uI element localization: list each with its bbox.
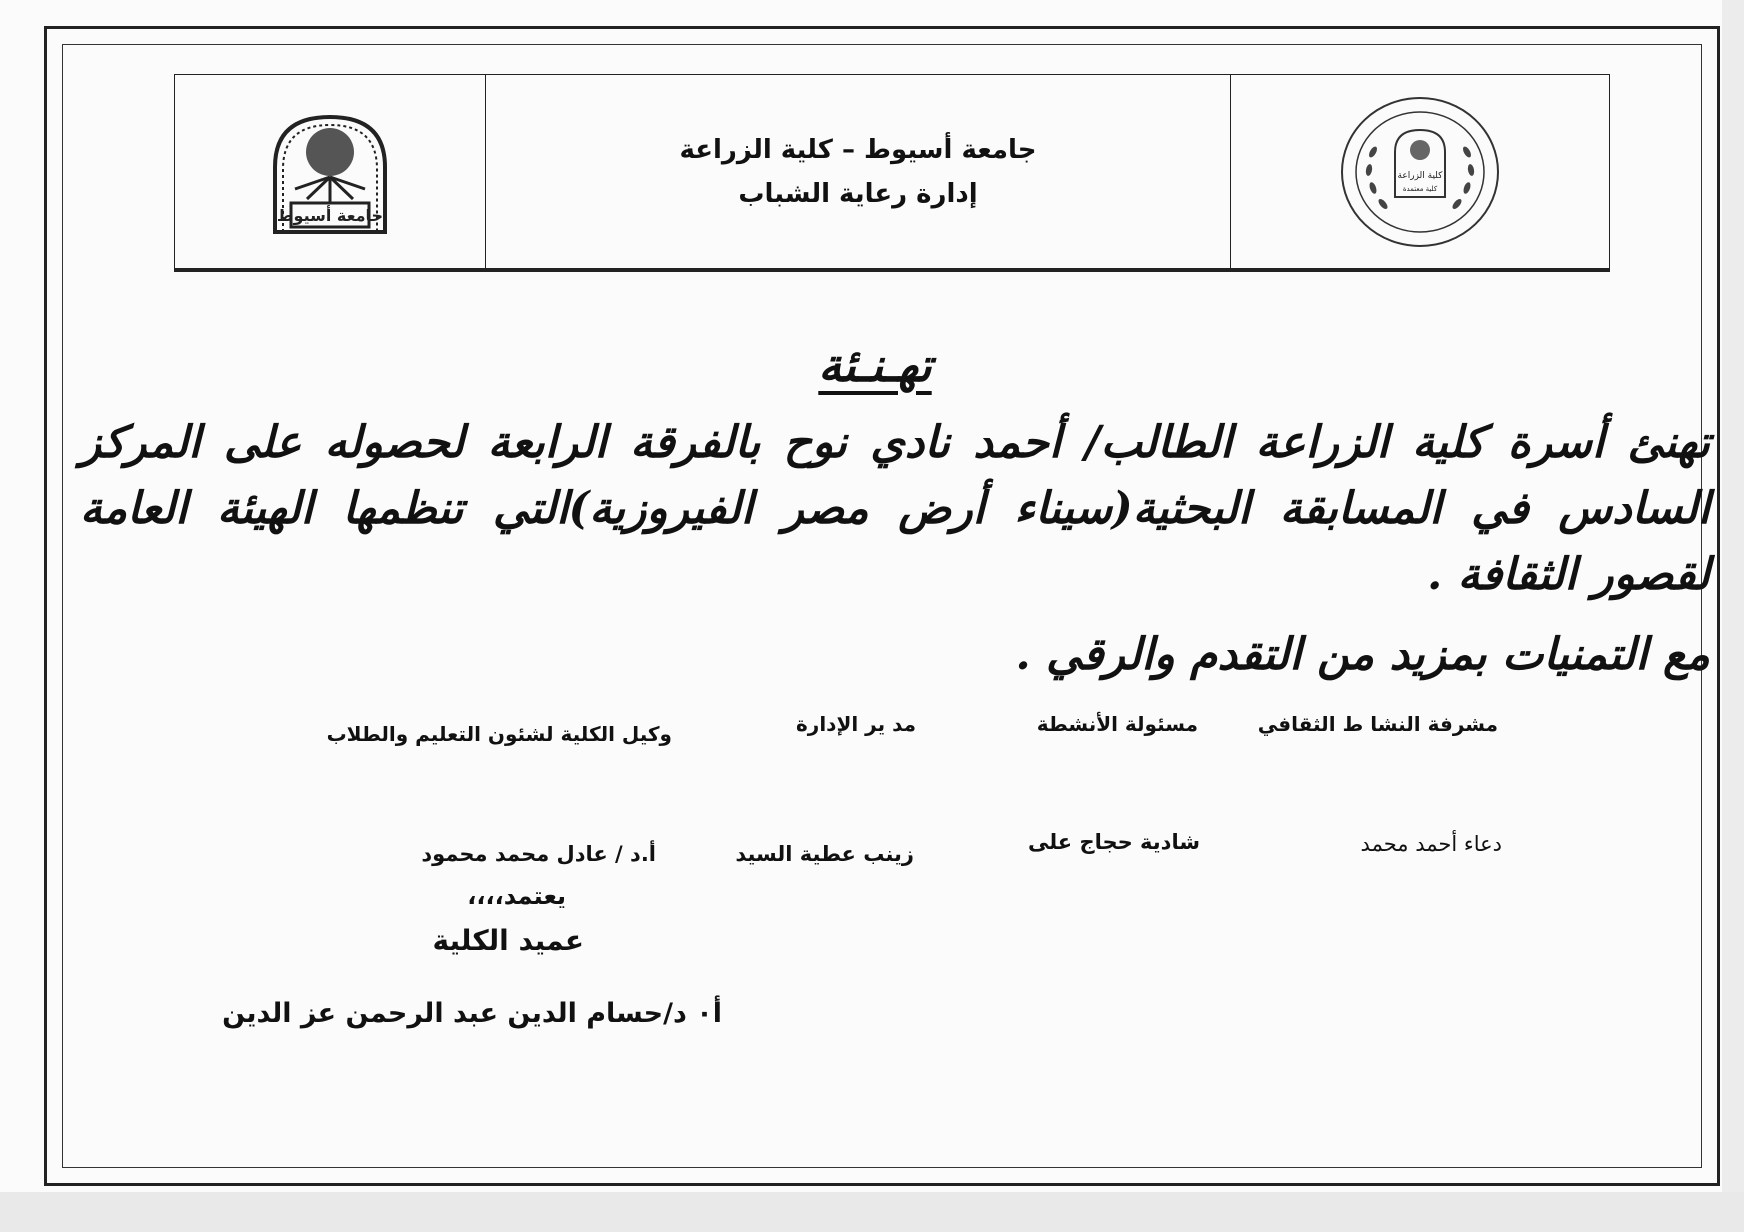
signatory-role-cultural-supervisor: مشرفة النشا ط الثقافي	[1257, 712, 1498, 736]
dean-role: عميد الكلية	[432, 924, 584, 957]
university-logo-cell	[175, 75, 486, 268]
svg-text:كلية معتمدة: كلية معتمدة	[1402, 184, 1438, 193]
approval-label: يعتمد،،،،	[467, 882, 566, 910]
department-name: إدارة رعاية الشباب	[738, 178, 978, 209]
letterhead	[174, 74, 1610, 272]
signatory-role-vice-dean: وكيل الكلية لشئون التعليم والطلاب	[326, 722, 672, 746]
congratulation-body: تهنئ أسرة كلية الزراعة الطالب/ أحمد نادي نوح بالفرقة الرابعة لحصوله على المركز السادس في المسابقة البحثية(سيناء أرض مصر الفيروزية)التي تنظمها الهيئة العامة لقصور الثقافة .	[80, 417, 1711, 600]
dean-name: أ٠ د/حسام الدين عبد الرحمن عز الدين	[222, 998, 722, 1029]
document-title: تهـنـئة	[818, 338, 932, 392]
scan-margin-bottom	[0, 1192, 1744, 1232]
faculty-seal-cell	[1230, 75, 1609, 268]
signatory-name-department-director: زينب عطية السيد	[735, 842, 914, 866]
letterhead-title	[486, 75, 1230, 268]
scan-margin-right	[1722, 0, 1744, 1232]
signatory-role-activities-officer: مسئولة الأنشطة	[1036, 712, 1198, 736]
svg-text:كلية الزراعة: كلية الزراعة	[1397, 170, 1443, 181]
university-faculty-name: جامعة أسيوط – كلية الزراعة	[679, 134, 1037, 165]
svg-text:جامعة أسيوط: جامعة أسيوط	[276, 205, 384, 225]
signatory-role-department-director: مد ير الإدارة	[796, 712, 916, 736]
assiut-university-logo-icon	[255, 107, 405, 237]
closing-wishes: مع التمنيات بمزيد من التقدم والرقي .	[1015, 629, 1710, 680]
signatory-name-cultural-supervisor: دعاء أحمد محمد	[1360, 832, 1502, 856]
signatory-name-activities-officer: شادية حجاج على	[1027, 830, 1200, 854]
signatory-name-vice-dean: أ.د / عادل محمد محمود	[421, 842, 656, 866]
faculty-seal-icon	[1335, 92, 1505, 252]
